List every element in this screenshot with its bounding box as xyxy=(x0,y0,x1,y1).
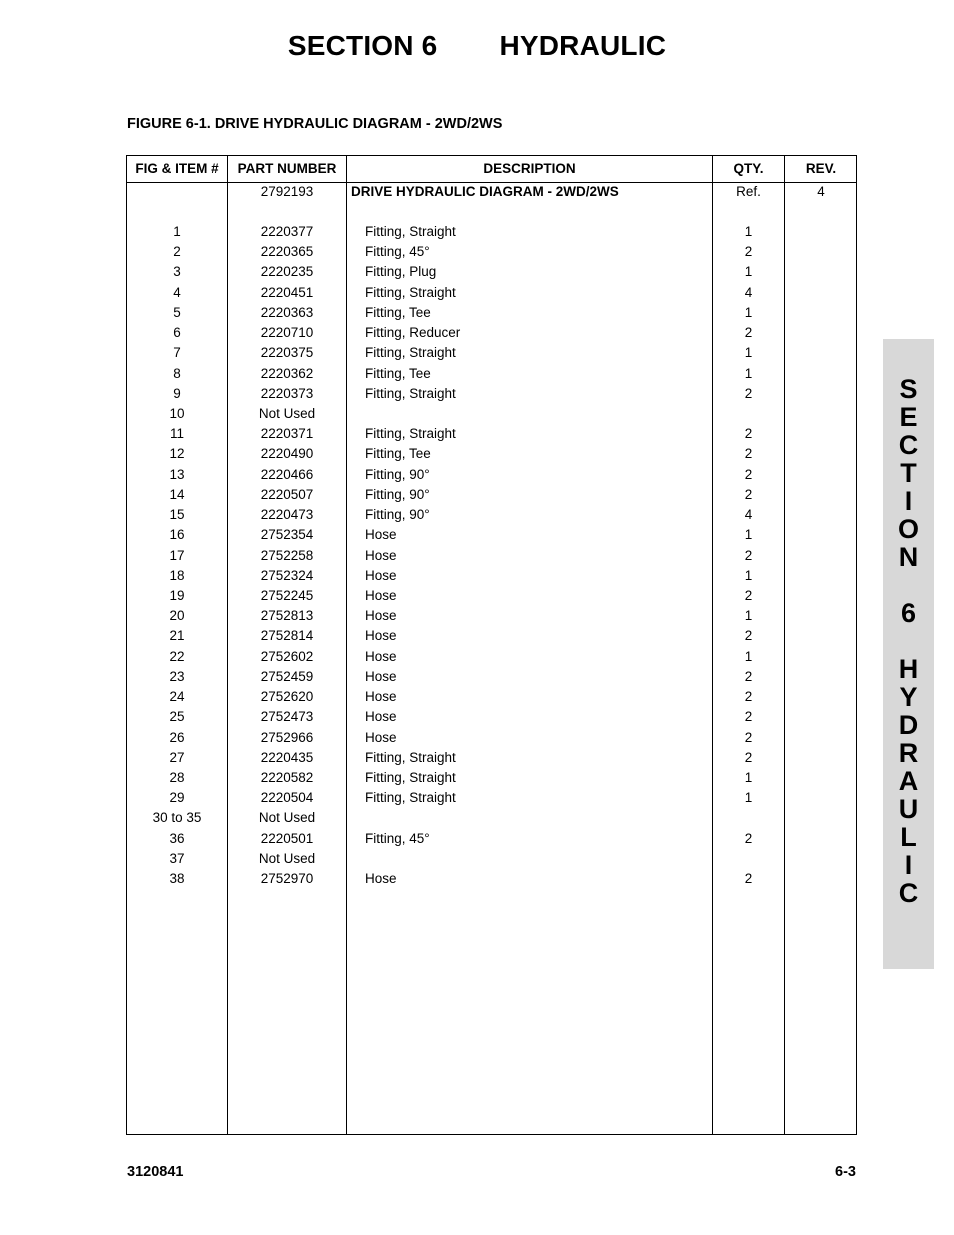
side-tab-letter: C xyxy=(898,878,919,908)
item-number: 3 xyxy=(173,264,181,280)
header-rev: REV. xyxy=(805,161,837,176)
description: Fitting, Straight xyxy=(365,769,456,785)
description: Hose xyxy=(365,729,397,745)
description: Fitting, 45° xyxy=(365,244,430,260)
description: Fitting, 90° xyxy=(365,507,430,523)
table-row xyxy=(127,566,856,586)
table-row xyxy=(127,303,856,323)
description: Fitting, 90° xyxy=(365,486,430,502)
item-number: 5 xyxy=(173,304,181,320)
side-tab-letter: A xyxy=(898,766,919,796)
part-number: 2752258 xyxy=(260,547,314,563)
item-number: 2 xyxy=(173,244,181,260)
quantity: 2 xyxy=(744,385,753,401)
side-tab-letter: O xyxy=(897,514,919,544)
quantity: 1 xyxy=(744,224,753,239)
table-row xyxy=(127,242,856,262)
footer-page-number: 6-3 xyxy=(835,1164,856,1180)
part-number: 2752324 xyxy=(260,567,314,583)
item-number: 29 xyxy=(169,790,185,806)
item-number: 19 xyxy=(169,587,185,603)
part-number: 2220373 xyxy=(260,385,314,401)
table-row xyxy=(127,647,856,667)
table-row xyxy=(127,748,856,768)
part-number: 2220466 xyxy=(260,466,314,482)
table-row xyxy=(127,546,856,566)
item-number: 21 xyxy=(169,628,185,644)
table-row xyxy=(127,808,856,828)
table-row xyxy=(127,606,856,626)
side-tab-letter: N xyxy=(898,542,919,572)
side-tab-letter: S xyxy=(899,374,918,404)
item-number: 18 xyxy=(169,567,185,583)
table-row xyxy=(127,525,856,545)
description: Fitting, Tee xyxy=(365,304,431,320)
quantity: 4 xyxy=(744,284,753,300)
item-number: 9 xyxy=(173,385,181,401)
table-row xyxy=(127,485,856,505)
item-number: 13 xyxy=(169,466,185,482)
part-number: 2220377 xyxy=(260,224,314,239)
table-row xyxy=(127,849,856,869)
side-tab-letter: Y xyxy=(899,682,918,712)
table-row xyxy=(127,323,856,343)
part-number: Not Used xyxy=(258,405,316,421)
quantity: 1 xyxy=(744,790,753,806)
description: Fitting, 45° xyxy=(365,830,430,846)
description: Fitting, Straight xyxy=(365,749,456,765)
part-number: 2220362 xyxy=(260,365,314,381)
side-tab-letter: C xyxy=(898,430,919,460)
quantity: 1 xyxy=(744,608,753,624)
quantity: 2 xyxy=(744,446,753,462)
table-row xyxy=(127,707,856,727)
quantity: 2 xyxy=(744,486,753,502)
item-number: 22 xyxy=(169,648,185,664)
part-number: 2220363 xyxy=(260,304,314,320)
part-number: 2752245 xyxy=(260,587,314,603)
quantity: 1 xyxy=(744,304,753,320)
part-number: 2220435 xyxy=(260,749,314,765)
quantity: 1 xyxy=(744,527,753,543)
description: Hose xyxy=(365,587,397,603)
description: Fitting, Straight xyxy=(365,385,456,401)
revision: 4 xyxy=(817,184,825,199)
description: Fitting, Tee xyxy=(365,446,431,462)
part-number: 2220582 xyxy=(260,769,314,785)
description: Hose xyxy=(365,527,397,543)
item-number: 6 xyxy=(173,325,181,341)
description: Hose xyxy=(365,628,397,644)
part-number: 2752354 xyxy=(260,527,314,543)
quantity: 2 xyxy=(744,547,753,563)
part-number: 2220490 xyxy=(260,446,314,462)
item-number: 20 xyxy=(169,608,185,624)
table-row xyxy=(127,444,856,464)
quantity: 2 xyxy=(744,244,753,260)
quantity: 2 xyxy=(744,628,753,644)
side-tab-letter: 6 xyxy=(900,598,917,628)
section-number: SECTION 6 xyxy=(287,30,438,61)
table-row xyxy=(127,465,856,485)
item-number: 36 xyxy=(169,830,185,846)
part-number: 2220501 xyxy=(260,830,314,846)
part-number: 2752970 xyxy=(260,871,314,887)
description: Hose xyxy=(365,871,397,887)
table-row xyxy=(127,586,856,606)
quantity: 1 xyxy=(744,769,753,785)
quantity: 1 xyxy=(744,345,753,361)
item-number: 30 to 35 xyxy=(152,810,202,826)
quantity: 2 xyxy=(744,871,753,887)
description: Hose xyxy=(365,668,397,684)
part-number: 2220375 xyxy=(260,345,314,361)
table-row xyxy=(127,829,856,849)
figure-title: FIGURE 6-1. DRIVE HYDRAULIC DIAGRAM - 2WD/2WS xyxy=(127,116,503,132)
header-fig-item: FIG & ITEM # xyxy=(135,161,219,176)
item-number: 7 xyxy=(173,345,181,361)
table-row xyxy=(127,505,856,525)
parts-table xyxy=(126,155,857,1135)
part-number: 2220473 xyxy=(260,507,314,523)
table-row xyxy=(127,384,856,404)
part-number: 2220710 xyxy=(260,325,314,341)
side-tab-letter: D xyxy=(898,710,919,740)
quantity: 2 xyxy=(744,325,753,341)
header-part-number: PART NUMBER xyxy=(237,161,337,176)
part-number: 2752620 xyxy=(260,689,314,705)
section-side-tab xyxy=(883,339,934,969)
part-number: 2220235 xyxy=(260,264,314,280)
item-number: 4 xyxy=(173,284,181,300)
part-number: 2752602 xyxy=(260,648,314,664)
quantity: 1 xyxy=(744,567,753,583)
quantity: 2 xyxy=(744,466,753,482)
table-row xyxy=(127,424,856,444)
quantity: Ref. xyxy=(736,184,761,199)
part-number: 2220371 xyxy=(260,426,314,442)
quantity: 1 xyxy=(744,648,753,664)
table-row xyxy=(127,404,856,424)
part-number: Not Used xyxy=(258,810,316,826)
part-number: 2752813 xyxy=(260,608,314,624)
quantity: 2 xyxy=(744,689,753,705)
quantity: 2 xyxy=(744,668,753,684)
item-number: 25 xyxy=(169,709,185,725)
header-description: DESCRIPTION xyxy=(483,161,576,176)
side-tab-letter: R xyxy=(898,738,919,768)
table-row xyxy=(127,364,856,384)
description: Fitting, Straight xyxy=(365,345,456,361)
table-row xyxy=(127,626,856,646)
section-heading xyxy=(0,30,954,62)
table-row xyxy=(127,869,856,889)
part-number: 2792193 xyxy=(260,184,314,199)
side-tab-letter: I xyxy=(904,486,913,516)
side-tab-letter: T xyxy=(900,458,917,488)
quantity: 2 xyxy=(744,587,753,603)
part-number: 2220451 xyxy=(260,284,314,300)
description: Fitting, Straight xyxy=(365,284,456,300)
table-row xyxy=(127,768,856,788)
footer-document-number: 3120841 xyxy=(127,1164,184,1180)
part-number: 2220507 xyxy=(260,486,314,502)
table-row xyxy=(127,343,856,363)
table-row xyxy=(127,728,856,748)
item-number: 17 xyxy=(169,547,185,563)
description: Fitting, Straight xyxy=(365,426,456,442)
item-number: 24 xyxy=(169,689,185,705)
description: Hose xyxy=(365,709,397,725)
item-number: 16 xyxy=(169,527,185,543)
description: Fitting, Straight xyxy=(365,790,456,806)
item-number: 26 xyxy=(169,729,185,745)
item-number: 14 xyxy=(169,486,185,502)
side-tab-letter: I xyxy=(904,850,913,880)
side-tab-letter: H xyxy=(898,654,919,684)
item-number: 37 xyxy=(169,850,185,866)
description: Hose xyxy=(365,547,397,563)
assembly-row xyxy=(127,182,856,202)
side-tab-letter: E xyxy=(899,402,918,432)
description: Hose xyxy=(365,648,397,664)
part-number: 2752966 xyxy=(260,729,314,745)
header-qty: QTY. xyxy=(733,161,764,176)
table-row xyxy=(127,667,856,687)
part-number: Not Used xyxy=(258,850,316,866)
description: Fitting, Reducer xyxy=(365,325,461,341)
part-number: 2752814 xyxy=(260,628,314,644)
part-number: 2752459 xyxy=(260,668,314,684)
table-row xyxy=(127,283,856,303)
item-number: 23 xyxy=(169,668,185,684)
table-row xyxy=(127,687,856,707)
quantity: 2 xyxy=(744,830,753,846)
description: Hose xyxy=(365,608,397,624)
description: DRIVE HYDRAULIC DIAGRAM - 2WD/2WS xyxy=(351,184,619,199)
part-number: 2220365 xyxy=(260,244,314,260)
quantity: 2 xyxy=(744,426,753,442)
item-number: 8 xyxy=(173,365,181,381)
description: Fitting, Straight xyxy=(365,224,456,239)
item-number: 38 xyxy=(169,871,185,887)
quantity: 2 xyxy=(744,749,753,765)
description: Fitting, Tee xyxy=(365,365,431,381)
item-number: 12 xyxy=(169,446,185,462)
section-name: HYDRAULIC xyxy=(499,30,667,61)
item-number: 11 xyxy=(169,426,184,442)
table-row xyxy=(127,222,856,242)
item-number: 27 xyxy=(169,749,185,765)
description: Hose xyxy=(365,567,397,583)
quantity: 2 xyxy=(744,709,753,725)
quantity: 1 xyxy=(744,365,753,381)
quantity: 4 xyxy=(744,507,753,523)
part-number: 2220504 xyxy=(260,790,314,806)
description: Fitting, Plug xyxy=(365,264,437,280)
quantity: 2 xyxy=(744,729,753,745)
quantity: 1 xyxy=(744,264,753,280)
item-number: 10 xyxy=(169,405,185,421)
item-number: 15 xyxy=(169,507,185,523)
item-number: 28 xyxy=(169,769,185,785)
description: Fitting, 90° xyxy=(365,466,430,482)
table-row xyxy=(127,262,856,282)
side-tab-letter: L xyxy=(900,822,917,852)
side-tab-letter: U xyxy=(898,794,919,824)
description: Hose xyxy=(365,689,397,705)
part-number: 2752473 xyxy=(260,709,314,725)
table-row xyxy=(127,788,856,808)
item-number: 1 xyxy=(173,224,181,239)
